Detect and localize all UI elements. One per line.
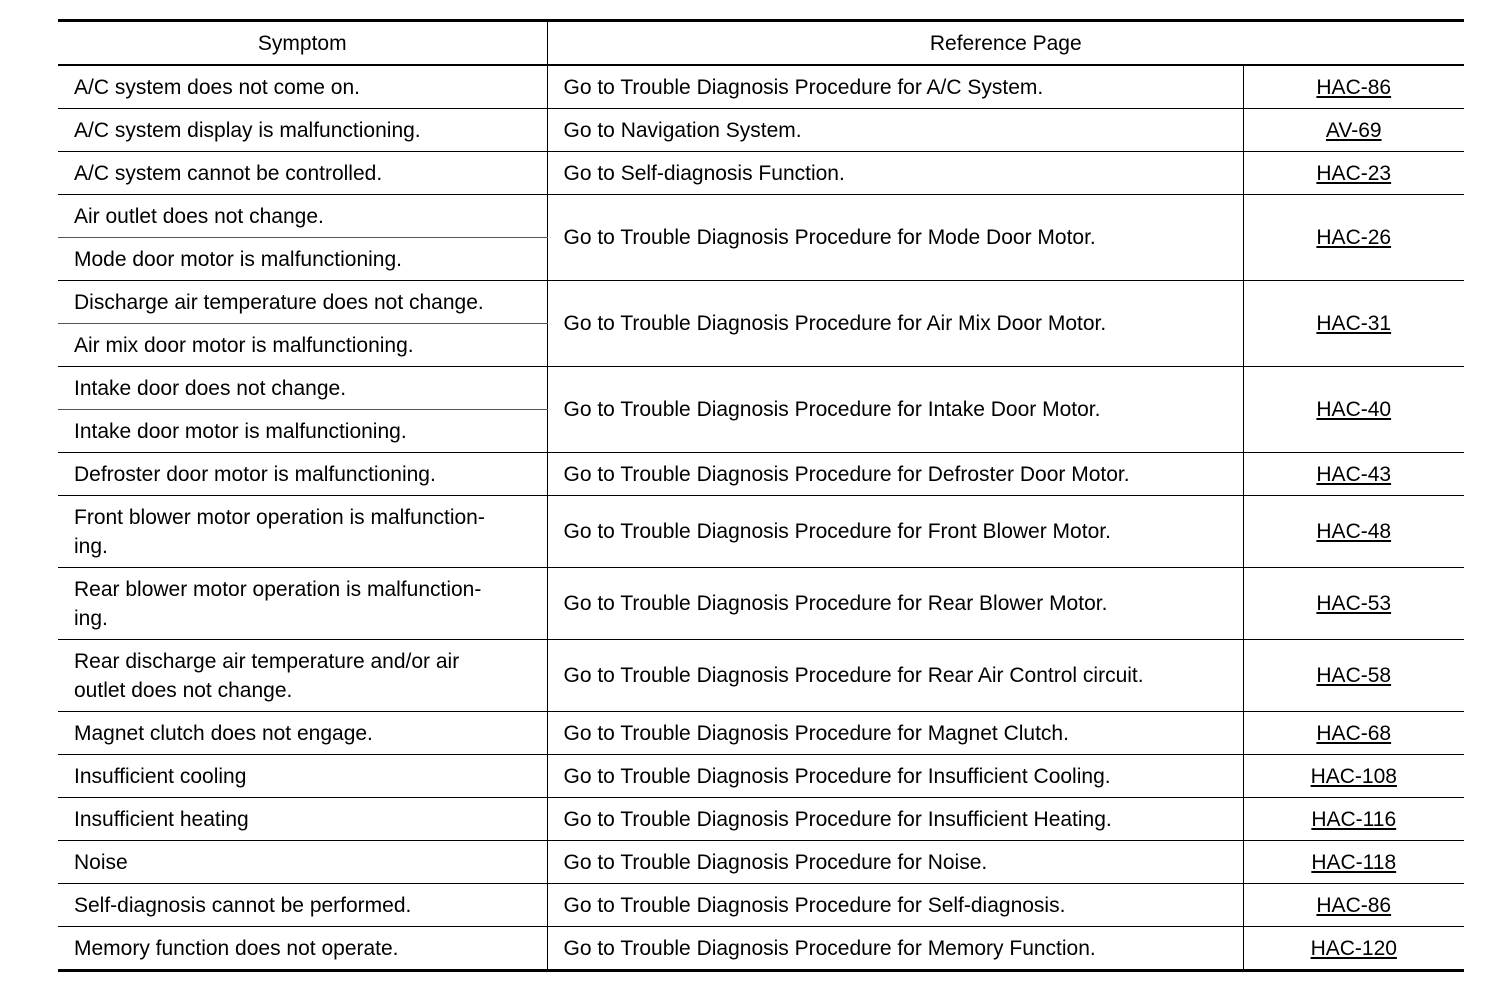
page-link[interactable]: HAC-68: [1316, 721, 1392, 745]
page-link[interactable]: HAC-118: [1311, 850, 1397, 874]
symptom-cell: Intake door motor is malfunctioning.: [58, 410, 547, 453]
page-cell: [1243, 281, 1464, 367]
reference-cell: Go to Trouble Diagnosis Procedure for Rear Air Control circuit.: [547, 640, 1243, 712]
page-cell: [1243, 640, 1464, 712]
table-row: [58, 798, 1464, 841]
page-cell: [1243, 712, 1464, 755]
symptom-cell: A/C system cannot be controlled.: [58, 152, 547, 195]
reference-cell: Go to Trouble Diagnosis Procedure for Intake Door Motor.: [547, 367, 1243, 453]
symptom-cell: Insufficient heating: [58, 798, 547, 841]
page-link[interactable]: HAC-86: [1316, 75, 1392, 99]
reference-cell: Go to Trouble Diagnosis Procedure for Mode Door Motor.: [547, 195, 1243, 281]
page-link[interactable]: HAC-120: [1310, 936, 1397, 960]
page-link[interactable]: HAC-53: [1316, 592, 1392, 615]
reference-cell: Go to Trouble Diagnosis Procedure for Air Mix Door Motor.: [547, 281, 1243, 367]
reference-cell: Go to Trouble Diagnosis Procedure for Rear Blower Motor.: [547, 568, 1243, 640]
page-link[interactable]: AV-69: [1325, 118, 1382, 142]
table-header-row: [58, 21, 1464, 66]
table-row: [58, 841, 1464, 884]
page-cell: [1243, 841, 1464, 884]
page-link[interactable]: HAC-43: [1316, 462, 1392, 486]
table-row: [58, 884, 1464, 927]
table-row: [58, 453, 1464, 496]
symptom-table: [58, 19, 1464, 972]
table-row: [58, 152, 1464, 195]
symptom-cell: Intake door does not change.: [58, 367, 547, 410]
page-link[interactable]: HAC-26: [1316, 226, 1392, 249]
symptom-cell: A/C system display is malfunctioning.: [58, 109, 547, 152]
reference-cell: Go to Trouble Diagnosis Procedure for Defroster Door Motor.: [547, 453, 1243, 496]
table-row: [58, 195, 1464, 238]
reference-page-header: Reference Page: [547, 21, 1464, 66]
symptom-header: Symptom: [58, 21, 547, 66]
page-cell: [1243, 152, 1464, 195]
page-cell: [1243, 755, 1464, 798]
table-row: [58, 640, 1464, 712]
table-row: [58, 109, 1464, 152]
reference-cell: Go to Trouble Diagnosis Procedure for Front Blower Motor.: [547, 496, 1243, 568]
symptom-cell: A/C system does not come on.: [58, 65, 547, 109]
symptom-cell: Rear discharge air temperature and/or air outlet does not change.: [58, 640, 547, 712]
page-link[interactable]: HAC-108: [1310, 764, 1397, 788]
reference-cell: Go to Trouble Diagnosis Procedure for Self-diagnosis.: [547, 884, 1243, 927]
symptom-cell: Noise: [58, 841, 547, 884]
symptom-cell: Front blower motor operation is malfunction- ing.: [58, 496, 547, 568]
page-cell: [1243, 65, 1464, 109]
table-row: [58, 568, 1464, 640]
table-row: [58, 755, 1464, 798]
page-link[interactable]: HAC-58: [1316, 664, 1392, 687]
symptom-cell: Memory function does not operate.: [58, 927, 547, 971]
symptom-cell: Defroster door motor is malfunctioning.: [58, 453, 547, 496]
page-cell: [1243, 453, 1464, 496]
page-cell: [1243, 109, 1464, 152]
symptom-cell: Insufficient cooling: [58, 755, 547, 798]
table-row: [58, 65, 1464, 109]
reference-cell: Go to Navigation System.: [547, 109, 1243, 152]
page-cell: [1243, 884, 1464, 927]
reference-cell: Go to Trouble Diagnosis Procedure for Memory Function.: [547, 927, 1243, 971]
table-row: [58, 712, 1464, 755]
symptom-cell: Mode door motor is malfunctioning.: [58, 238, 547, 281]
table-row: [58, 281, 1464, 324]
table-row: [58, 367, 1464, 410]
table-row: [58, 496, 1464, 568]
symptom-cell: Air mix door motor is malfunctioning.: [58, 324, 547, 367]
page-cell: [1243, 195, 1464, 281]
page-cell: [1243, 568, 1464, 640]
page-cell: [1243, 496, 1464, 568]
page-link[interactable]: HAC-116: [1311, 807, 1397, 831]
page-link[interactable]: HAC-23: [1316, 161, 1392, 185]
reference-cell: Go to Trouble Diagnosis Procedure for Magnet Clutch.: [547, 712, 1243, 755]
page-cell: [1243, 798, 1464, 841]
reference-cell: Go to Trouble Diagnosis Procedure for Noise.: [547, 841, 1243, 884]
reference-cell: Go to Trouble Diagnosis Procedure for Insufficient Heating.: [547, 798, 1243, 841]
table-body: [58, 65, 1464, 971]
symptom-cell: Discharge air temperature does not change.: [58, 281, 547, 324]
page-cell: [1243, 367, 1464, 453]
page-link[interactable]: HAC-31: [1316, 312, 1392, 335]
page-link[interactable]: HAC-40: [1316, 398, 1392, 421]
symptom-cell: Air outlet does not change.: [58, 195, 547, 238]
page-link[interactable]: HAC-48: [1316, 520, 1392, 543]
symptom-cell: Self-diagnosis cannot be performed.: [58, 884, 547, 927]
reference-cell: Go to Trouble Diagnosis Procedure for A/C System.: [547, 65, 1243, 109]
table-row: [58, 927, 1464, 971]
reference-cell: Go to Trouble Diagnosis Procedure for Insufficient Cooling.: [547, 755, 1243, 798]
symptom-cell: Rear blower motor operation is malfunction- ing.: [58, 568, 547, 640]
page-cell: [1243, 927, 1464, 971]
page-link[interactable]: HAC-86: [1316, 893, 1392, 917]
symptom-cell: Magnet clutch does not engage.: [58, 712, 547, 755]
reference-cell: Go to Self-diagnosis Function.: [547, 152, 1243, 195]
